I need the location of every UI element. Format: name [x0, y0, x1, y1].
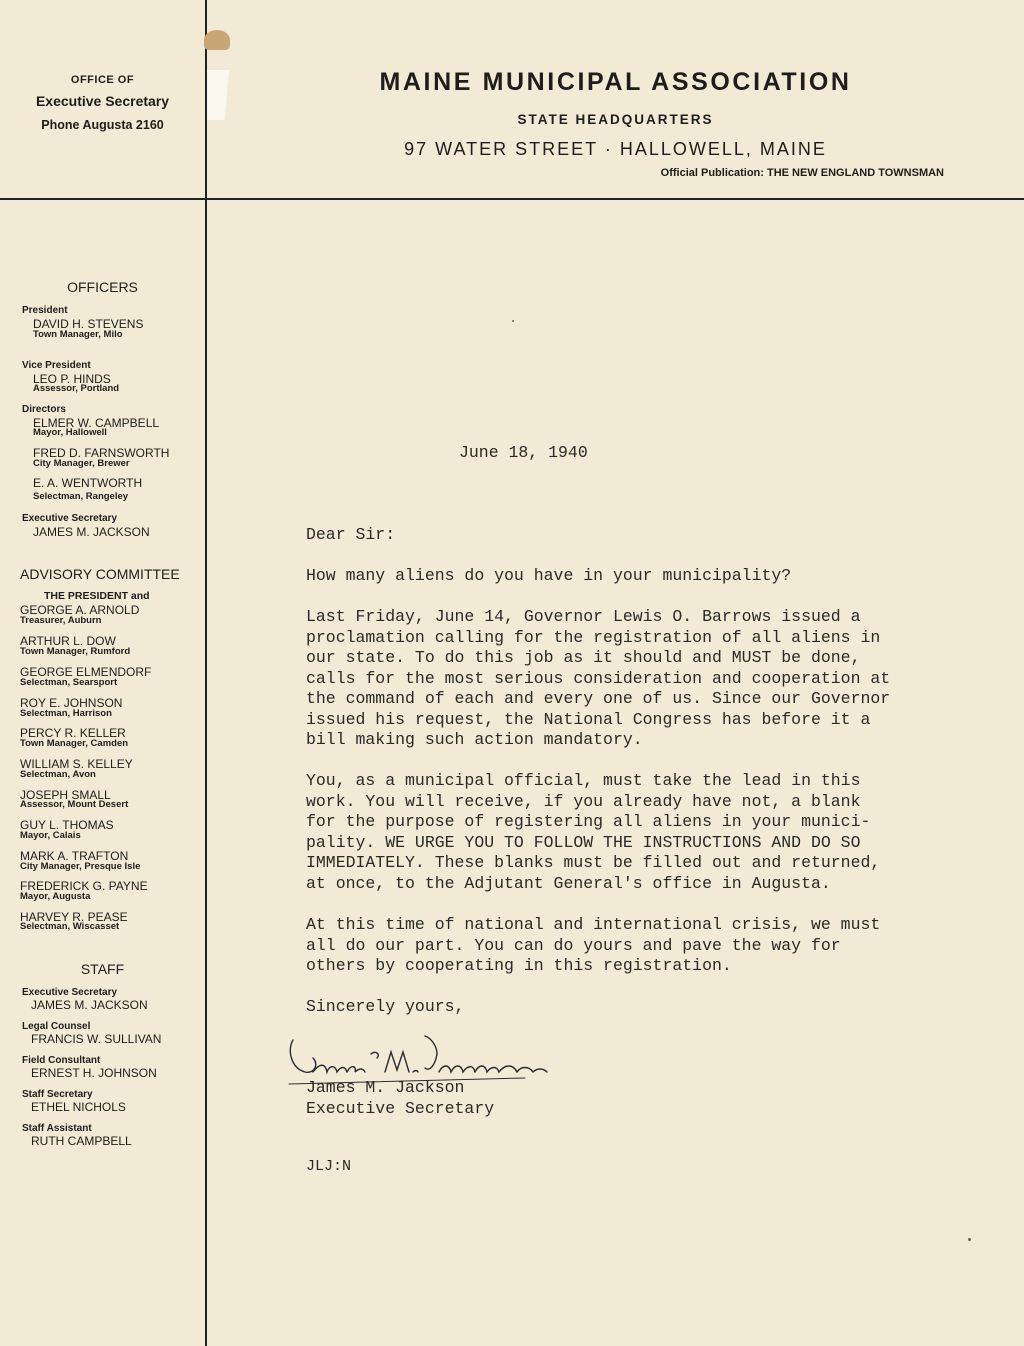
staff-name: JAMES M. JACKSON	[31, 998, 148, 1012]
office-title: Executive Secretary	[35, 93, 170, 109]
paragraph-line: our state. To do this job as it should and MUST be done,	[306, 648, 861, 667]
president-title: Town Manager, Milo	[33, 329, 123, 340]
staff-role: Field Consultant	[22, 1055, 101, 1066]
advisory-member-title: Mayor, Calais	[20, 830, 81, 841]
advisory-member-title: Assessor, Mount Desert	[20, 799, 129, 810]
advisory-member-name: WILLIAM S. KELLEY	[20, 757, 133, 771]
letterhead-subtitle: STATE HEADQUARTERS	[517, 112, 714, 127]
advisory-intro: THE PRESIDENT and	[44, 590, 150, 602]
president-name: DAVID H. STEVENS	[33, 317, 144, 331]
opening-question: How many aliens do you have in your municipality?	[306, 566, 792, 585]
paragraph-line: Last Friday, June 14, Governor Lewis O. Barrows issued a	[306, 607, 861, 626]
vp-name: LEO P. HINDS	[33, 372, 111, 386]
staff-name: RUTH CAMPBELL	[31, 1134, 132, 1148]
exec-name: JAMES M. JACKSON	[33, 525, 150, 539]
advisory-member-name: GEORGE A. ARNOLD	[20, 603, 140, 617]
director-name: ELMER W. CAMPBELL	[33, 416, 160, 430]
advisory-member-name: GEORGE ELMENDORF	[20, 665, 152, 679]
advisory-member-title: Town Manager, Rumford	[20, 646, 131, 657]
office-phone: Phone Augusta 2160	[41, 118, 164, 132]
advisory-member-title: Treasurer, Auburn	[20, 615, 102, 626]
paragraph-line: calls for the most serious consideration and cooperation at	[306, 668, 891, 688]
paper-speck	[512, 320, 514, 322]
staff-name: ETHEL NICHOLS	[31, 1100, 126, 1114]
paragraph-line: bill making such action mandatory.	[306, 730, 643, 749]
letterhead-title: MAINE MUNICIPAL ASSOCIATION	[379, 68, 852, 96]
director-title: Mayor, Hallowell	[33, 427, 107, 438]
paragraph-line: You, as a municipal official, must take the lead in this	[306, 771, 861, 790]
paragraph-line: for the purpose of registering all aliens in your munici-	[306, 812, 871, 831]
advisory-member-title: Mayor, Augusta	[20, 891, 91, 902]
advisory-member-title: Selectman, Avon	[20, 769, 96, 780]
letter-date: June 18, 1940	[459, 443, 588, 462]
advisory-member-name: ROY E. JOHNSON	[20, 696, 123, 710]
signer-title: Executive Secretary	[306, 1099, 495, 1118]
paragraph-3	[306, 915, 880, 977]
advisory-member-title: Selectman, Searsport	[20, 677, 118, 688]
advisory-member-title: City Manager, Presque Isle	[20, 861, 141, 872]
paragraph-line: all do our part. You can do yours and pave the way for	[306, 935, 841, 955]
paragraph-line: issued his request, the National Congress has before it a	[306, 709, 871, 729]
staff-role: Staff Assistant	[22, 1123, 92, 1134]
director-title: Selectman, Rangeley	[33, 491, 129, 502]
paragraph-1	[306, 607, 890, 751]
signer-name: James M. Jackson	[306, 1078, 465, 1097]
paper-speck	[968, 1238, 971, 1241]
officers-heading: OFFICERS	[67, 279, 138, 295]
reference-initials: JLJ:N	[306, 1158, 352, 1175]
paragraph-line: proclamation calling for the registration of all aliens in	[306, 627, 881, 647]
advisory-member-name: MARK A. TRAFTON	[20, 849, 129, 863]
closing: Sincerely yours,	[306, 997, 465, 1016]
vp-title: Assessor, Portland	[33, 383, 120, 394]
advisory-member-name: JOSEPH SMALL	[20, 788, 111, 802]
advisory-member-name: ARTHUR L. DOW	[20, 634, 116, 648]
paragraph-line: At this time of national and international crisis, we must	[306, 915, 881, 934]
paragraph-line: the command of each and every one of us. Since our Governor	[306, 689, 891, 708]
letterhead-address: 97 WATER STREET · HALLOWELL, MAINE	[404, 139, 827, 159]
salutation: Dear Sir:	[306, 525, 396, 544]
advisory-member-name: PERCY R. KELLER	[20, 726, 126, 740]
paragraph-line: work. You will receive, if you already have not, a blank	[306, 791, 861, 811]
advisory-heading: ADVISORY COMMITTEE	[20, 566, 180, 582]
vp-label: Vice President	[22, 360, 91, 371]
vertical-rule	[205, 0, 207, 1346]
advisory-member-name: GUY L. THOMAS	[20, 818, 114, 832]
exec-label: Executive Secretary	[22, 513, 118, 524]
staff-heading: STAFF	[80, 961, 125, 977]
staff-role: Staff Secretary	[22, 1089, 93, 1100]
advisory-member-title: Town Manager, Camden	[20, 738, 129, 749]
paragraph-line: IMMEDIATELY. These blanks must be filled out and returned,	[306, 853, 881, 872]
paper-clip-mark	[204, 30, 230, 50]
director-title: City Manager, Brewer	[33, 458, 130, 469]
horizontal-rule	[0, 198, 1024, 200]
advisory-member-name: FREDERICK G. PAYNE	[20, 879, 148, 893]
paragraph-line: pality. WE URGE YOU TO FOLLOW THE INSTRUCTIONS AND DO SO	[306, 832, 861, 852]
staff-role: Legal Counsel	[22, 1021, 91, 1032]
president-label: President	[22, 305, 68, 316]
letterhead-publication: Official Publication: THE NEW ENGLAND TOWNSMAN	[660, 167, 944, 179]
advisory-member-title: Selectman, Wiscasset	[20, 921, 120, 932]
staff-role: Executive Secretary	[22, 987, 118, 998]
advisory-member-name: HARVEY R. PEASE	[20, 910, 128, 924]
paragraph-2	[306, 771, 880, 894]
office-label: OFFICE OF	[70, 74, 135, 86]
staff-name: ERNEST H. JOHNSON	[31, 1066, 157, 1080]
staff-name: FRANCIS W. SULLIVAN	[31, 1032, 162, 1046]
paragraph-line: at once, to the Adjutant General's office in Augusta.	[306, 873, 831, 893]
directors-label: Directors	[22, 404, 66, 415]
director-name: E. A. WENTWORTH	[33, 476, 143, 490]
advisory-member-title: Selectman, Harrison	[20, 708, 112, 719]
director-name: FRED D. FARNSWORTH	[33, 446, 170, 460]
paragraph-line: others by cooperating in this registration.	[306, 956, 732, 975]
